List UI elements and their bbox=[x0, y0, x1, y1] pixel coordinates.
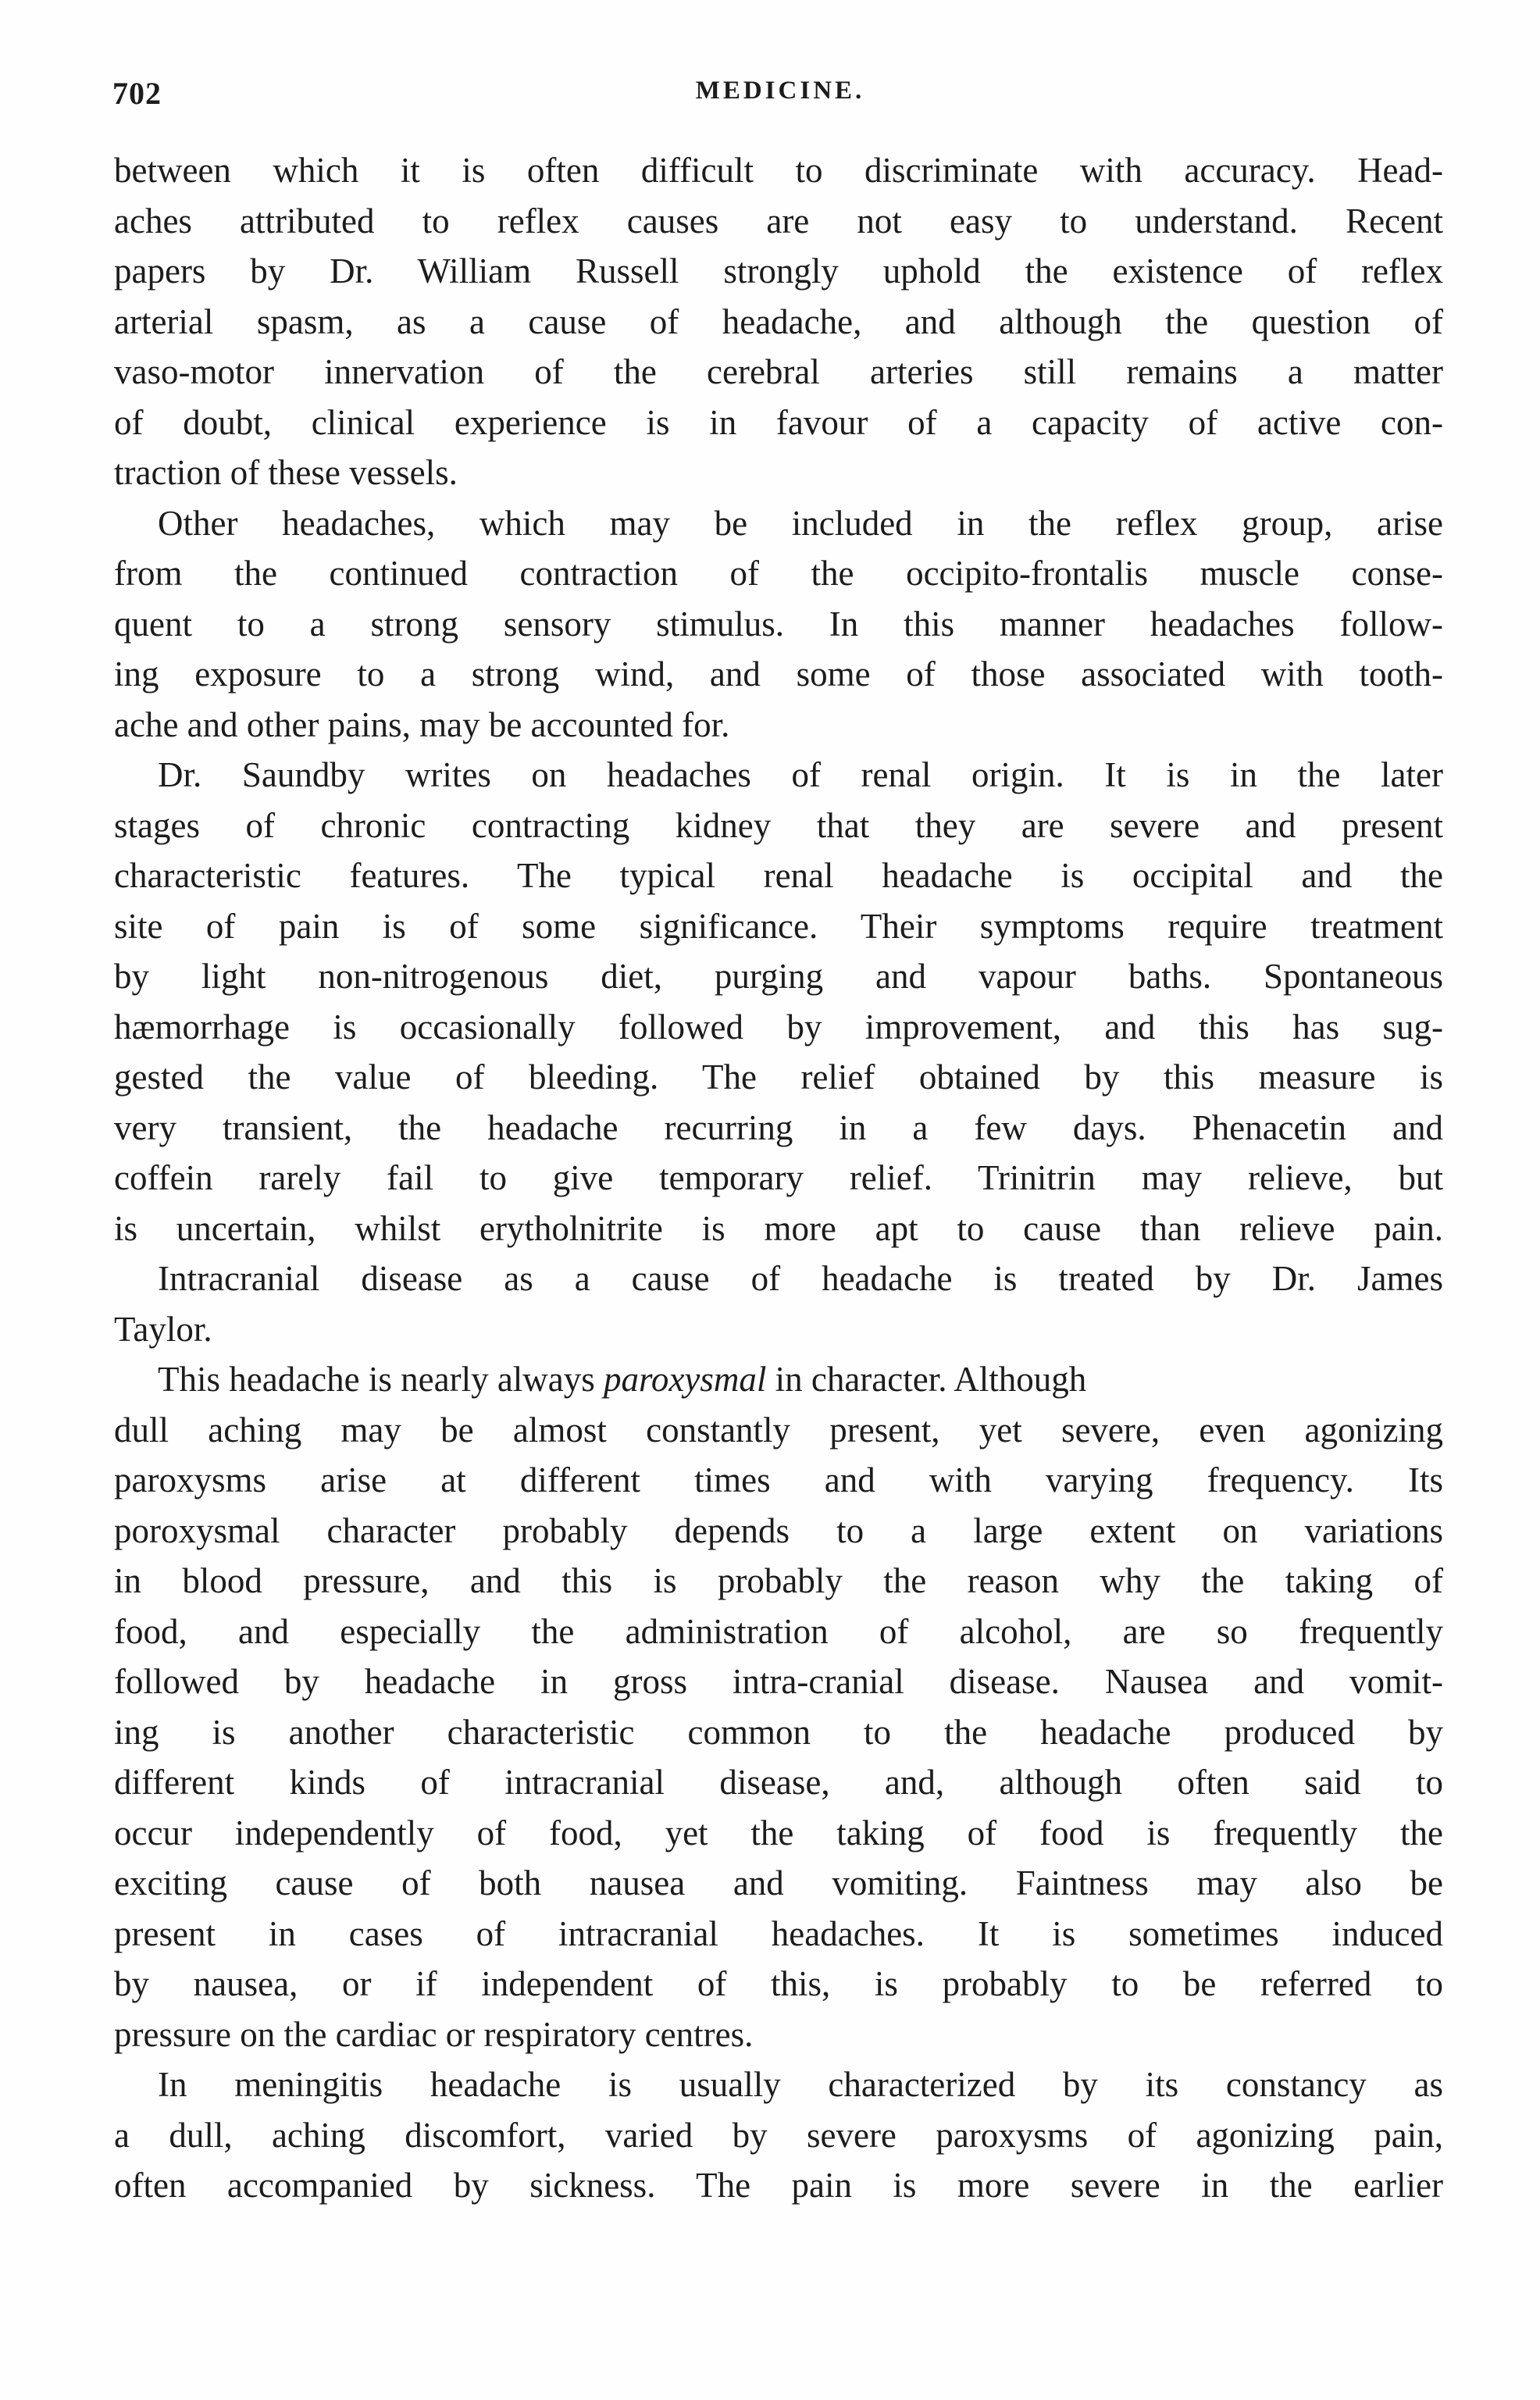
text-line: often accompanied by sickness. The pain is more severe in the earlier bbox=[114, 2166, 1443, 2205]
text-line: traction of these vessels. bbox=[114, 453, 458, 492]
text-line: stages of chronic contracting kidney that they are severe and present bbox=[114, 805, 1443, 845]
text-line: followed by headache in gross intra-cranial disease. Nausea and vomit- bbox=[114, 1662, 1443, 1701]
text-line: vaso-motor innervation of the cerebral arteries still remains a matter bbox=[114, 352, 1443, 391]
text-line: occur independently of food, yet the taking of food is frequently the bbox=[114, 1813, 1443, 1853]
text-line: ing is another characteristic common to the headache produced by bbox=[114, 1712, 1443, 1752]
text-line: different kinds of intracranial disease, and, although often said to bbox=[114, 1763, 1443, 1802]
text-line: exciting cause of both nausea and vomiting. Faintness may also be bbox=[114, 1863, 1443, 1903]
page-number: 702 bbox=[112, 76, 162, 111]
text-line: In meningitis headache is usually characterized by its constancy as bbox=[158, 2065, 1443, 2104]
text-line: ache and other pains, may be accounted for. bbox=[114, 704, 730, 744]
text-line: gested the value of bleeding. The relief obtained by this measure is bbox=[114, 1057, 1443, 1097]
text-line: Taylor. bbox=[114, 1309, 212, 1349]
text-line: aches attributed to reflex causes are not easy to understand. Recent bbox=[114, 201, 1443, 241]
text-line: paroxysms arise at different times and with varying frequency. Its bbox=[114, 1460, 1443, 1500]
text-run: in character. Although bbox=[766, 1360, 1087, 1399]
text-line: pressure on the cardiac or respiratory centres. bbox=[114, 2014, 754, 2054]
running-title: MEDICINE. bbox=[695, 77, 865, 105]
text-line: papers by Dr. William Russell strongly uphold the existence of reflex bbox=[114, 251, 1443, 291]
text-line: coffein rarely fail to give temporary relief. Trinitrin may relieve, but bbox=[114, 1158, 1443, 1197]
text-line: characteristic features. The typical renal headache is occipital and the bbox=[114, 856, 1443, 895]
text-line: Other headaches, which may be included in the reflex group, arise bbox=[158, 503, 1443, 543]
text-line: ing exposure to a strong wind, and some of those associated with tooth- bbox=[114, 654, 1443, 694]
text-line: by light non-nitrogenous diet, purging and vapour baths. Spontaneous bbox=[114, 957, 1443, 996]
text-line: is uncertain, whilst erytholnitrite is more apt to cause than relieve pain. bbox=[114, 1208, 1443, 1248]
italic-term: paroxysmal bbox=[604, 1360, 767, 1399]
text-line: between which it is often difficult to discriminate with accuracy. Head- bbox=[114, 151, 1443, 190]
running-head bbox=[112, 75, 1448, 130]
text-line: Dr. Saundby writes on headaches of renal origin. It is in the later bbox=[158, 755, 1443, 794]
text-line: in blood pressure, and this is probably the reason why the taking of bbox=[114, 1561, 1443, 1600]
text-line: hæmorrhage is occasionally followed by improvement, and this has sug- bbox=[114, 1007, 1443, 1047]
body-text bbox=[114, 145, 1443, 2211]
text-run: This headache is nearly always bbox=[158, 1360, 604, 1399]
text-line: from the continued contraction of the occipito-frontalis muscle conse- bbox=[114, 554, 1443, 593]
text-line bbox=[114, 1354, 1443, 1405]
text-line: poroxysmal character probably depends to a large extent on variations bbox=[114, 1510, 1443, 1550]
text-line: Intracranial disease as a cause of headache is treated by Dr. James bbox=[158, 1259, 1443, 1298]
text-line: a dull, aching discomfort, varied by severe paroxysms of agonizing pain, bbox=[114, 2115, 1443, 2155]
text-line: of doubt, clinical experience is in favour of a capacity of active con- bbox=[114, 402, 1443, 442]
text-line: food, and especially the administration of alcohol, are so frequently bbox=[114, 1611, 1443, 1651]
text-line: by nausea, or if independent of this, is probably to be referred to bbox=[114, 1964, 1443, 2003]
text-line: arterial spasm, as a cause of headache, and although the question of bbox=[114, 301, 1443, 341]
text-line: dull aching may be almost constantly present, yet severe, even agonizing bbox=[114, 1410, 1443, 1450]
text-line: site of pain is of some significance. Their symptoms require treatment bbox=[114, 906, 1443, 946]
text-line: quent to a strong sensory stimulus. In this manner headaches follow- bbox=[114, 604, 1443, 644]
text-line: present in cases of intracranial headaches. It is sometimes induced bbox=[114, 1913, 1443, 1953]
text-line: very transient, the headache recurring in a few days. Phenacetin and bbox=[114, 1107, 1443, 1147]
